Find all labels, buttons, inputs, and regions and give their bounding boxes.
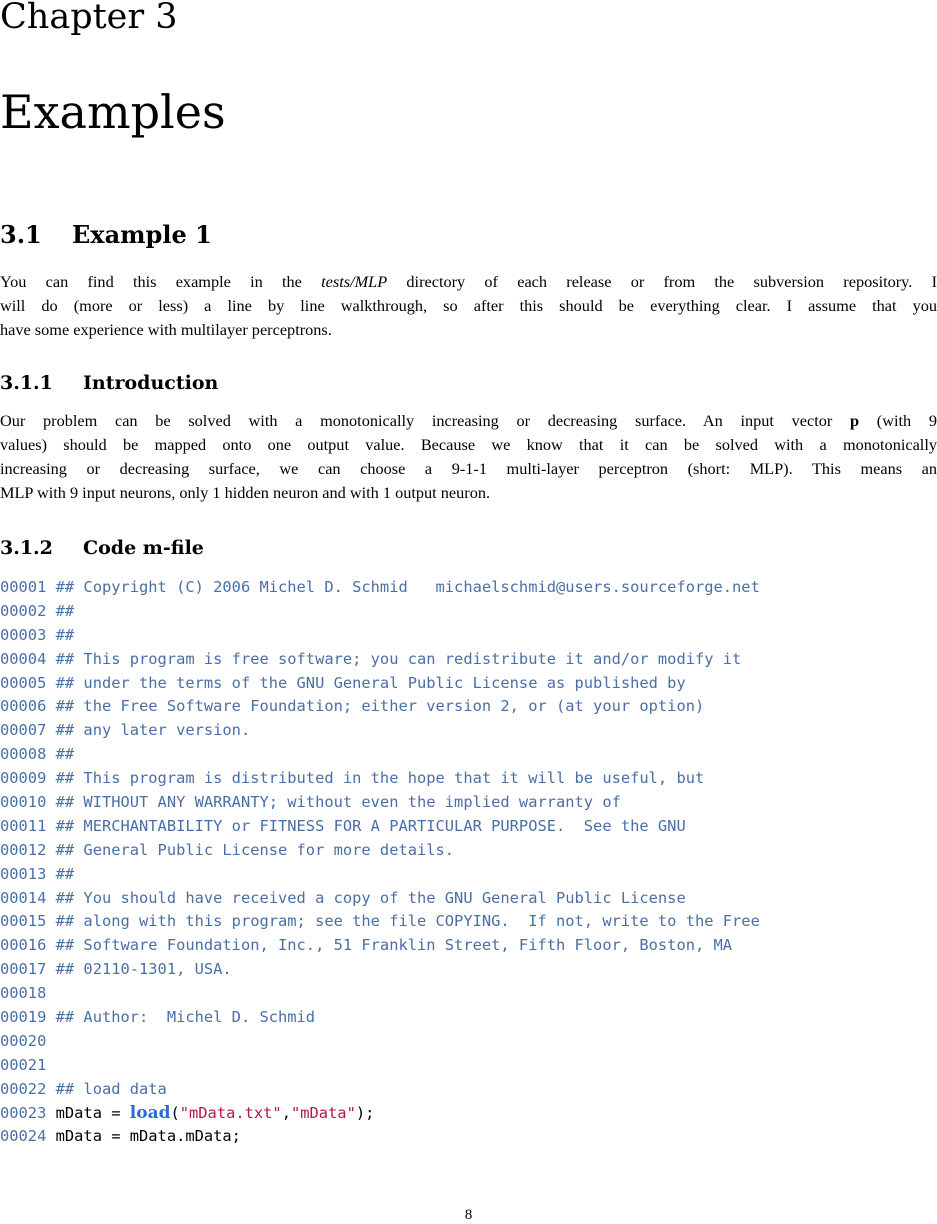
code-comment: ## This program is free software; you can redistribute it and/or modify it xyxy=(55,649,742,668)
code-comment: ## This program is distributed in the hope that it will be useful, but xyxy=(55,769,705,788)
code-line xyxy=(0,863,760,887)
line-number: 00007 xyxy=(0,721,47,740)
directory-path: tests/MLP xyxy=(321,272,388,291)
code-comment-block xyxy=(0,576,760,1102)
problem-paragraph xyxy=(0,409,937,505)
code-comment: ## xyxy=(55,625,75,644)
code-text: , xyxy=(281,1103,291,1122)
chapter-title: Examples xyxy=(0,85,226,139)
problem-line-2: values) should be mapped onto one output value. Because we know that it can be solved with a monotonically xyxy=(0,435,937,454)
code-line xyxy=(0,719,760,743)
code-line xyxy=(0,1006,760,1030)
code-comment: ## xyxy=(55,864,75,883)
code-line xyxy=(0,767,760,791)
problem-line-4: MLP with 9 input neurons, only 1 hidden neuron and with 1 output neuron. xyxy=(0,483,491,502)
code-line xyxy=(0,648,760,672)
subsection-number: 3.1.2 xyxy=(0,537,53,559)
code-comment: ## xyxy=(55,745,75,764)
subsection-number: 3.1.1 xyxy=(0,372,53,394)
load-keyword: load xyxy=(129,1102,171,1123)
line-number: 00002 xyxy=(0,601,47,620)
line-number: 00023 xyxy=(0,1103,47,1122)
string-literal: "mData" xyxy=(290,1103,356,1122)
line-number: 00012 xyxy=(0,840,47,859)
line-number: 00022 xyxy=(0,1079,47,1098)
code-line xyxy=(0,934,760,958)
intro-text: directory of each release or from the subversion repository. I xyxy=(387,272,937,291)
code-comment: ## Software Foundation, Inc., 51 Franklin Street, Fifth Floor, Boston, MA xyxy=(55,936,733,955)
line-number: 00021 xyxy=(0,1055,47,1074)
line-number: 00008 xyxy=(0,745,47,764)
line-number: 00010 xyxy=(0,793,47,812)
code-comment: ## You should have received a copy of the GNU General Public License xyxy=(55,888,686,907)
line-number: 00009 xyxy=(0,769,47,788)
code-line xyxy=(0,743,760,767)
code-line xyxy=(0,1054,760,1078)
line-number: 00001 xyxy=(0,578,47,596)
intro-line-1 xyxy=(0,270,937,294)
line-number: 00005 xyxy=(0,673,47,692)
code-line xyxy=(0,600,760,624)
subsection-heading-introduction xyxy=(0,371,218,395)
line-number: 00004 xyxy=(0,649,47,668)
code-comment: ## Author: Michel D. Schmid xyxy=(55,1008,316,1027)
code-line xyxy=(0,982,760,1006)
code-text: mData = xyxy=(55,1103,130,1122)
problem-text: (with 9 xyxy=(859,411,937,430)
section-title: Example 1 xyxy=(72,220,212,249)
code-comment: ## Copyright (C) 2006 Michel D. Schmid michaelschmid@users.sourceforge.net xyxy=(55,578,760,596)
code-line xyxy=(0,958,760,982)
intro-text: You can find this example in the xyxy=(0,272,322,291)
code-line xyxy=(0,1125,760,1149)
code-comment: ## any later version. xyxy=(55,721,251,740)
code-line xyxy=(0,839,760,863)
line-number: 00019 xyxy=(0,1008,47,1027)
code-line xyxy=(0,624,760,648)
chapter-label: Chapter 3 xyxy=(0,0,178,37)
line-number: 00016 xyxy=(0,936,47,955)
code-comment: ## 02110-1301, USA. xyxy=(55,960,232,979)
line-number: 00017 xyxy=(0,960,47,979)
line-number: 00003 xyxy=(0,625,47,644)
intro-paragraph xyxy=(0,270,937,342)
problem-line-1 xyxy=(0,409,937,433)
line-number: 00011 xyxy=(0,816,47,835)
page-number: 8 xyxy=(464,1207,473,1223)
code-comment: ## the Free Software Foundation; either version 2, or (at your option) xyxy=(55,697,705,716)
intro-line-2: will do (more or less) a line by line walkthrough, so after this should be everything clear. I assume that you xyxy=(0,296,937,315)
code-comment: ## load data xyxy=(55,1079,167,1098)
code-line xyxy=(0,1030,760,1054)
subsection-title: Introduction xyxy=(83,372,219,394)
line-number: 00013 xyxy=(0,864,47,883)
code-line xyxy=(0,1102,760,1126)
code-text: ( xyxy=(170,1103,180,1122)
code-line xyxy=(0,887,760,911)
code-comment: ## WITHOUT ANY WARRANTY; without even the implied warranty of xyxy=(55,793,621,812)
code-comment: ## MERCHANTABILITY or FITNESS FOR A PARTICULAR PURPOSE. See the GNU xyxy=(55,816,686,835)
code-line xyxy=(0,910,760,934)
code-line xyxy=(0,672,760,696)
string-literal: "mData.txt" xyxy=(179,1103,282,1122)
line-number: 00020 xyxy=(0,1031,47,1050)
code-comment: ## General Public License for more details. xyxy=(55,840,455,859)
intro-line-3: have some experience with multilayer perceptrons. xyxy=(0,320,332,339)
code-line xyxy=(0,815,760,839)
code-text: ); xyxy=(355,1103,375,1122)
code-comment: ## along with this program; see the file COPYING. If not, write to the Free xyxy=(55,912,760,931)
code-line xyxy=(0,695,760,719)
code-line xyxy=(0,1078,760,1102)
line-number: 00015 xyxy=(0,912,47,931)
subsection-heading-code xyxy=(0,536,204,560)
problem-text: Our problem can be solved with a monotonically increasing or decreasing surface. An input vector xyxy=(0,411,851,430)
code-comment: ## under the terms of the GNU General Public License as published by xyxy=(55,673,686,692)
section-heading xyxy=(0,220,212,250)
subsection-title: Code m-file xyxy=(83,537,204,559)
vector-symbol: p xyxy=(850,411,860,430)
line-number: 00014 xyxy=(0,888,47,907)
code-line xyxy=(0,791,760,815)
problem-line-3: increasing or decreasing surface, we can choose a 9-1-1 multi-layer perceptron (short: MLP). This means an xyxy=(0,459,937,478)
line-number: 00006 xyxy=(0,697,47,716)
section-number: 3.1 xyxy=(0,220,42,249)
code-listing xyxy=(0,576,760,1149)
code-text: mData = mData.mData; xyxy=(55,1127,241,1146)
code-comment: ## xyxy=(55,601,75,620)
line-number: 00024 xyxy=(0,1127,47,1146)
line-number: 00018 xyxy=(0,984,47,1003)
code-line xyxy=(0,576,760,600)
